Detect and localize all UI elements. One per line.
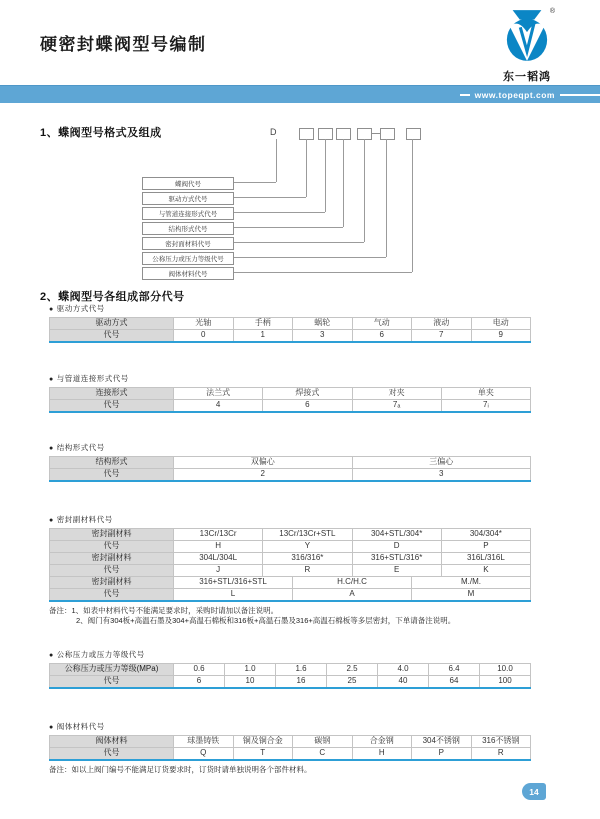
data-cell: 焊接式 <box>263 388 352 400</box>
registered-mark: ® <box>549 8 555 15</box>
data-cell: 气动 <box>352 318 412 330</box>
data-cell: 316L/316L <box>441 553 530 565</box>
connector-line <box>232 272 412 273</box>
table-row <box>50 748 531 761</box>
data-cell: D <box>352 541 441 553</box>
table-bullet-title <box>49 303 531 314</box>
bullet-icon: ● <box>49 445 54 452</box>
table-bullet-title <box>49 721 531 732</box>
connector-line <box>232 242 364 243</box>
connector-line <box>276 139 277 182</box>
connector-line <box>306 139 307 197</box>
seal-material-code-table <box>49 528 531 602</box>
data-cell: 单夹 <box>441 388 530 400</box>
page-title: 硬密封蝶阀型号编制 <box>40 35 207 54</box>
row-header-cell: 代号 <box>50 676 174 689</box>
table-row <box>50 664 531 676</box>
data-cell: 1.0 <box>225 664 276 676</box>
model-dash-link <box>371 133 380 134</box>
site-banner <box>0 85 600 103</box>
data-cell: 2.5 <box>327 664 378 676</box>
note-text: 2、阀门有304板+高温石墨及304+高温石棉板和316板+高温石墨及316+高温石棉板等多层密封，下单请备注说明。 <box>76 616 456 626</box>
data-cell: 10 <box>225 676 276 689</box>
table-row <box>50 577 531 589</box>
data-cell: M <box>412 589 531 602</box>
data-cell: 13Cr/13Cr+STL <box>263 529 352 541</box>
data-cell: P <box>412 748 472 761</box>
connection-code-block <box>49 373 531 413</box>
connector-line <box>364 139 365 242</box>
data-cell: 304+STL/304* <box>352 529 441 541</box>
row-header-cell: 密封副材料 <box>50 529 174 541</box>
data-cell: 7ₐ <box>352 400 441 413</box>
data-cell: 40 <box>378 676 429 689</box>
bullet-icon: ● <box>49 652 54 659</box>
table-bullet-title <box>49 514 531 525</box>
data-cell: 316/316* <box>263 553 352 565</box>
table-title: 结构形式代号 <box>56 443 105 452</box>
data-cell: E <box>352 565 441 577</box>
table-row <box>50 318 531 330</box>
format-label: 密封面材料代号 <box>142 237 234 250</box>
connection-code-table <box>49 387 531 413</box>
data-cell: 25 <box>327 676 378 689</box>
table-row <box>50 736 531 748</box>
data-cell: 6.4 <box>429 664 480 676</box>
pressure-code-block <box>49 649 531 689</box>
table-row <box>50 565 531 577</box>
bullet-icon: ● <box>49 724 54 731</box>
data-cell: J <box>174 565 263 577</box>
data-cell: 碳钢 <box>293 736 353 748</box>
data-cell: 4.0 <box>378 664 429 676</box>
data-cell: 13Cr/13Cr <box>174 529 263 541</box>
pressure-code-table <box>49 663 531 689</box>
section1-heading: 1、蝶阀型号格式及组成 <box>40 127 162 139</box>
table-row <box>50 388 531 400</box>
row-header-cell: 密封副材料 <box>50 553 174 565</box>
format-label: 蝶阀代号 <box>142 177 234 190</box>
connector-line <box>325 139 326 212</box>
section2-heading: 2、蝶阀型号各组成部分代号 <box>40 291 185 303</box>
data-cell: H.C/H.C <box>293 577 412 589</box>
data-cell: 7 <box>412 330 472 343</box>
table-title: 密封副材料代号 <box>56 515 113 524</box>
row-header-cell: 密封副材料 <box>50 577 174 589</box>
data-cell: 1 <box>233 330 293 343</box>
table-row <box>50 529 531 541</box>
data-cell: 2 <box>174 469 353 482</box>
banner-dash <box>460 94 470 96</box>
table-title: 公称压力或压力等级代号 <box>56 650 145 659</box>
data-cell: 316+STL/316* <box>352 553 441 565</box>
table-row <box>50 541 531 553</box>
row-header-cell: 结构形式 <box>50 457 174 469</box>
data-cell: 液动 <box>412 318 472 330</box>
bullet-icon: ● <box>49 517 54 524</box>
data-cell: 手柄 <box>233 318 293 330</box>
table-row <box>50 457 531 469</box>
banner-dash <box>560 94 600 96</box>
data-cell: 电动 <box>471 318 531 330</box>
structure-code-block <box>49 442 531 482</box>
format-label: 公称压力或压力等级代号 <box>142 252 234 265</box>
connector-line <box>232 182 276 183</box>
data-cell: 光轴 <box>174 318 234 330</box>
data-cell: H <box>352 748 412 761</box>
data-cell: 316不锈钢 <box>471 736 531 748</box>
table-bullet-title <box>49 649 531 660</box>
data-cell: 64 <box>429 676 480 689</box>
brand-logo <box>497 8 557 84</box>
data-cell: 100 <box>480 676 531 689</box>
row-header-cell: 代号 <box>50 748 174 761</box>
body-material-code-table <box>49 735 531 761</box>
table-row <box>50 553 531 565</box>
data-cell: 304/304* <box>441 529 530 541</box>
data-cell: K <box>441 565 530 577</box>
data-cell: 16 <box>276 676 327 689</box>
table-notes <box>49 765 531 775</box>
data-cell: 304不锈钢 <box>412 736 472 748</box>
data-cell: 3 <box>352 469 531 482</box>
table-row <box>50 400 531 413</box>
brand-name: 东一韬鸿 <box>503 71 551 83</box>
data-cell: C <box>293 748 353 761</box>
data-cell: 304L/304L <box>174 553 263 565</box>
data-cell: 铜及铜合金 <box>233 736 293 748</box>
data-cell: A <box>293 589 412 602</box>
connector-line <box>343 139 344 227</box>
table-bullet-title <box>49 442 531 453</box>
structure-code-table <box>49 456 531 482</box>
row-header-cell: 代号 <box>50 541 174 553</box>
data-cell: 4 <box>174 400 263 413</box>
connector-line <box>232 197 306 198</box>
data-cell: 对夹 <box>352 388 441 400</box>
row-header-cell: 代号 <box>50 330 174 343</box>
data-cell: P <box>441 541 530 553</box>
data-cell: 6 <box>263 400 352 413</box>
connector-line <box>412 139 413 272</box>
data-cell: H <box>174 541 263 553</box>
connector-line <box>232 257 386 258</box>
note-text: 备注：如以上阀门编号不能满足订货要求时，订货时请单独说明各个部件材料。 <box>49 765 312 774</box>
table-row <box>50 330 531 343</box>
data-cell: 10.0 <box>480 664 531 676</box>
row-header-cell: 代号 <box>50 565 174 577</box>
table-row <box>50 589 531 602</box>
table-title: 驱动方式代号 <box>56 304 105 313</box>
model-slot-box <box>406 128 421 140</box>
data-cell: 6 <box>174 676 225 689</box>
row-header-cell: 驱动方式 <box>50 318 174 330</box>
bullet-icon: ● <box>49 306 54 313</box>
row-header-cell: 代号 <box>50 469 174 482</box>
row-header-cell: 代号 <box>50 400 174 413</box>
row-header-cell: 连接形式 <box>50 388 174 400</box>
format-label: 与管道连接形式代号 <box>142 207 234 220</box>
data-cell: 0.6 <box>174 664 225 676</box>
page-number-badge: 14 <box>522 783 546 800</box>
drive-code-table <box>49 317 531 343</box>
data-cell: 316+STL/316+STL <box>174 577 293 589</box>
data-cell: Y <box>263 541 352 553</box>
data-cell: 合金钢 <box>352 736 412 748</box>
data-cell: 7ᵢ <box>441 400 530 413</box>
data-cell: 双偏心 <box>174 457 353 469</box>
row-header-cell: 公称压力或压力等级(MPa) <box>50 664 174 676</box>
site-url: www.topeqpt.com <box>474 89 555 100</box>
model-slot-box <box>380 128 395 140</box>
data-cell: R <box>471 748 531 761</box>
data-cell: 0 <box>174 330 234 343</box>
data-cell: T <box>233 748 293 761</box>
brand-logo-icon <box>504 8 550 62</box>
bullet-icon: ● <box>49 376 54 383</box>
format-label: 结构形式代号 <box>142 222 234 235</box>
data-cell: R <box>263 565 352 577</box>
data-cell: 三偏心 <box>352 457 531 469</box>
table-row <box>50 469 531 482</box>
data-cell: 6 <box>352 330 412 343</box>
format-label: 驱动方式代号 <box>142 192 234 205</box>
connector-line <box>232 212 325 213</box>
row-header-cell: 代号 <box>50 589 174 602</box>
connector-line <box>386 139 387 257</box>
seal-material-code-block <box>49 514 531 626</box>
data-cell: L <box>174 589 293 602</box>
data-cell: 3 <box>293 330 353 343</box>
table-title: 阀体材料代号 <box>56 722 105 731</box>
data-cell: 1.6 <box>276 664 327 676</box>
row-header-cell: 阀体材料 <box>50 736 174 748</box>
table-notes <box>49 606 531 626</box>
data-cell: 法兰式 <box>174 388 263 400</box>
table-row <box>50 676 531 689</box>
data-cell: Q <box>174 748 234 761</box>
table-title: 与管道连接形式代号 <box>56 374 129 383</box>
connector-line <box>232 227 343 228</box>
model-prefix-letter: D <box>270 127 277 137</box>
data-cell: M./M. <box>412 577 531 589</box>
table-bullet-title <box>49 373 531 384</box>
data-cell: 球墨铸铁 <box>174 736 234 748</box>
body-material-code-block <box>49 721 531 775</box>
data-cell: 9 <box>471 330 531 343</box>
format-label: 阀体材料代号 <box>142 267 234 280</box>
note-text: 备注：1、如表中材料代号不能满足要求时，采购时请加以备注说明。 <box>49 606 279 615</box>
drive-code-block <box>49 303 531 343</box>
data-cell: 蜗轮 <box>293 318 353 330</box>
